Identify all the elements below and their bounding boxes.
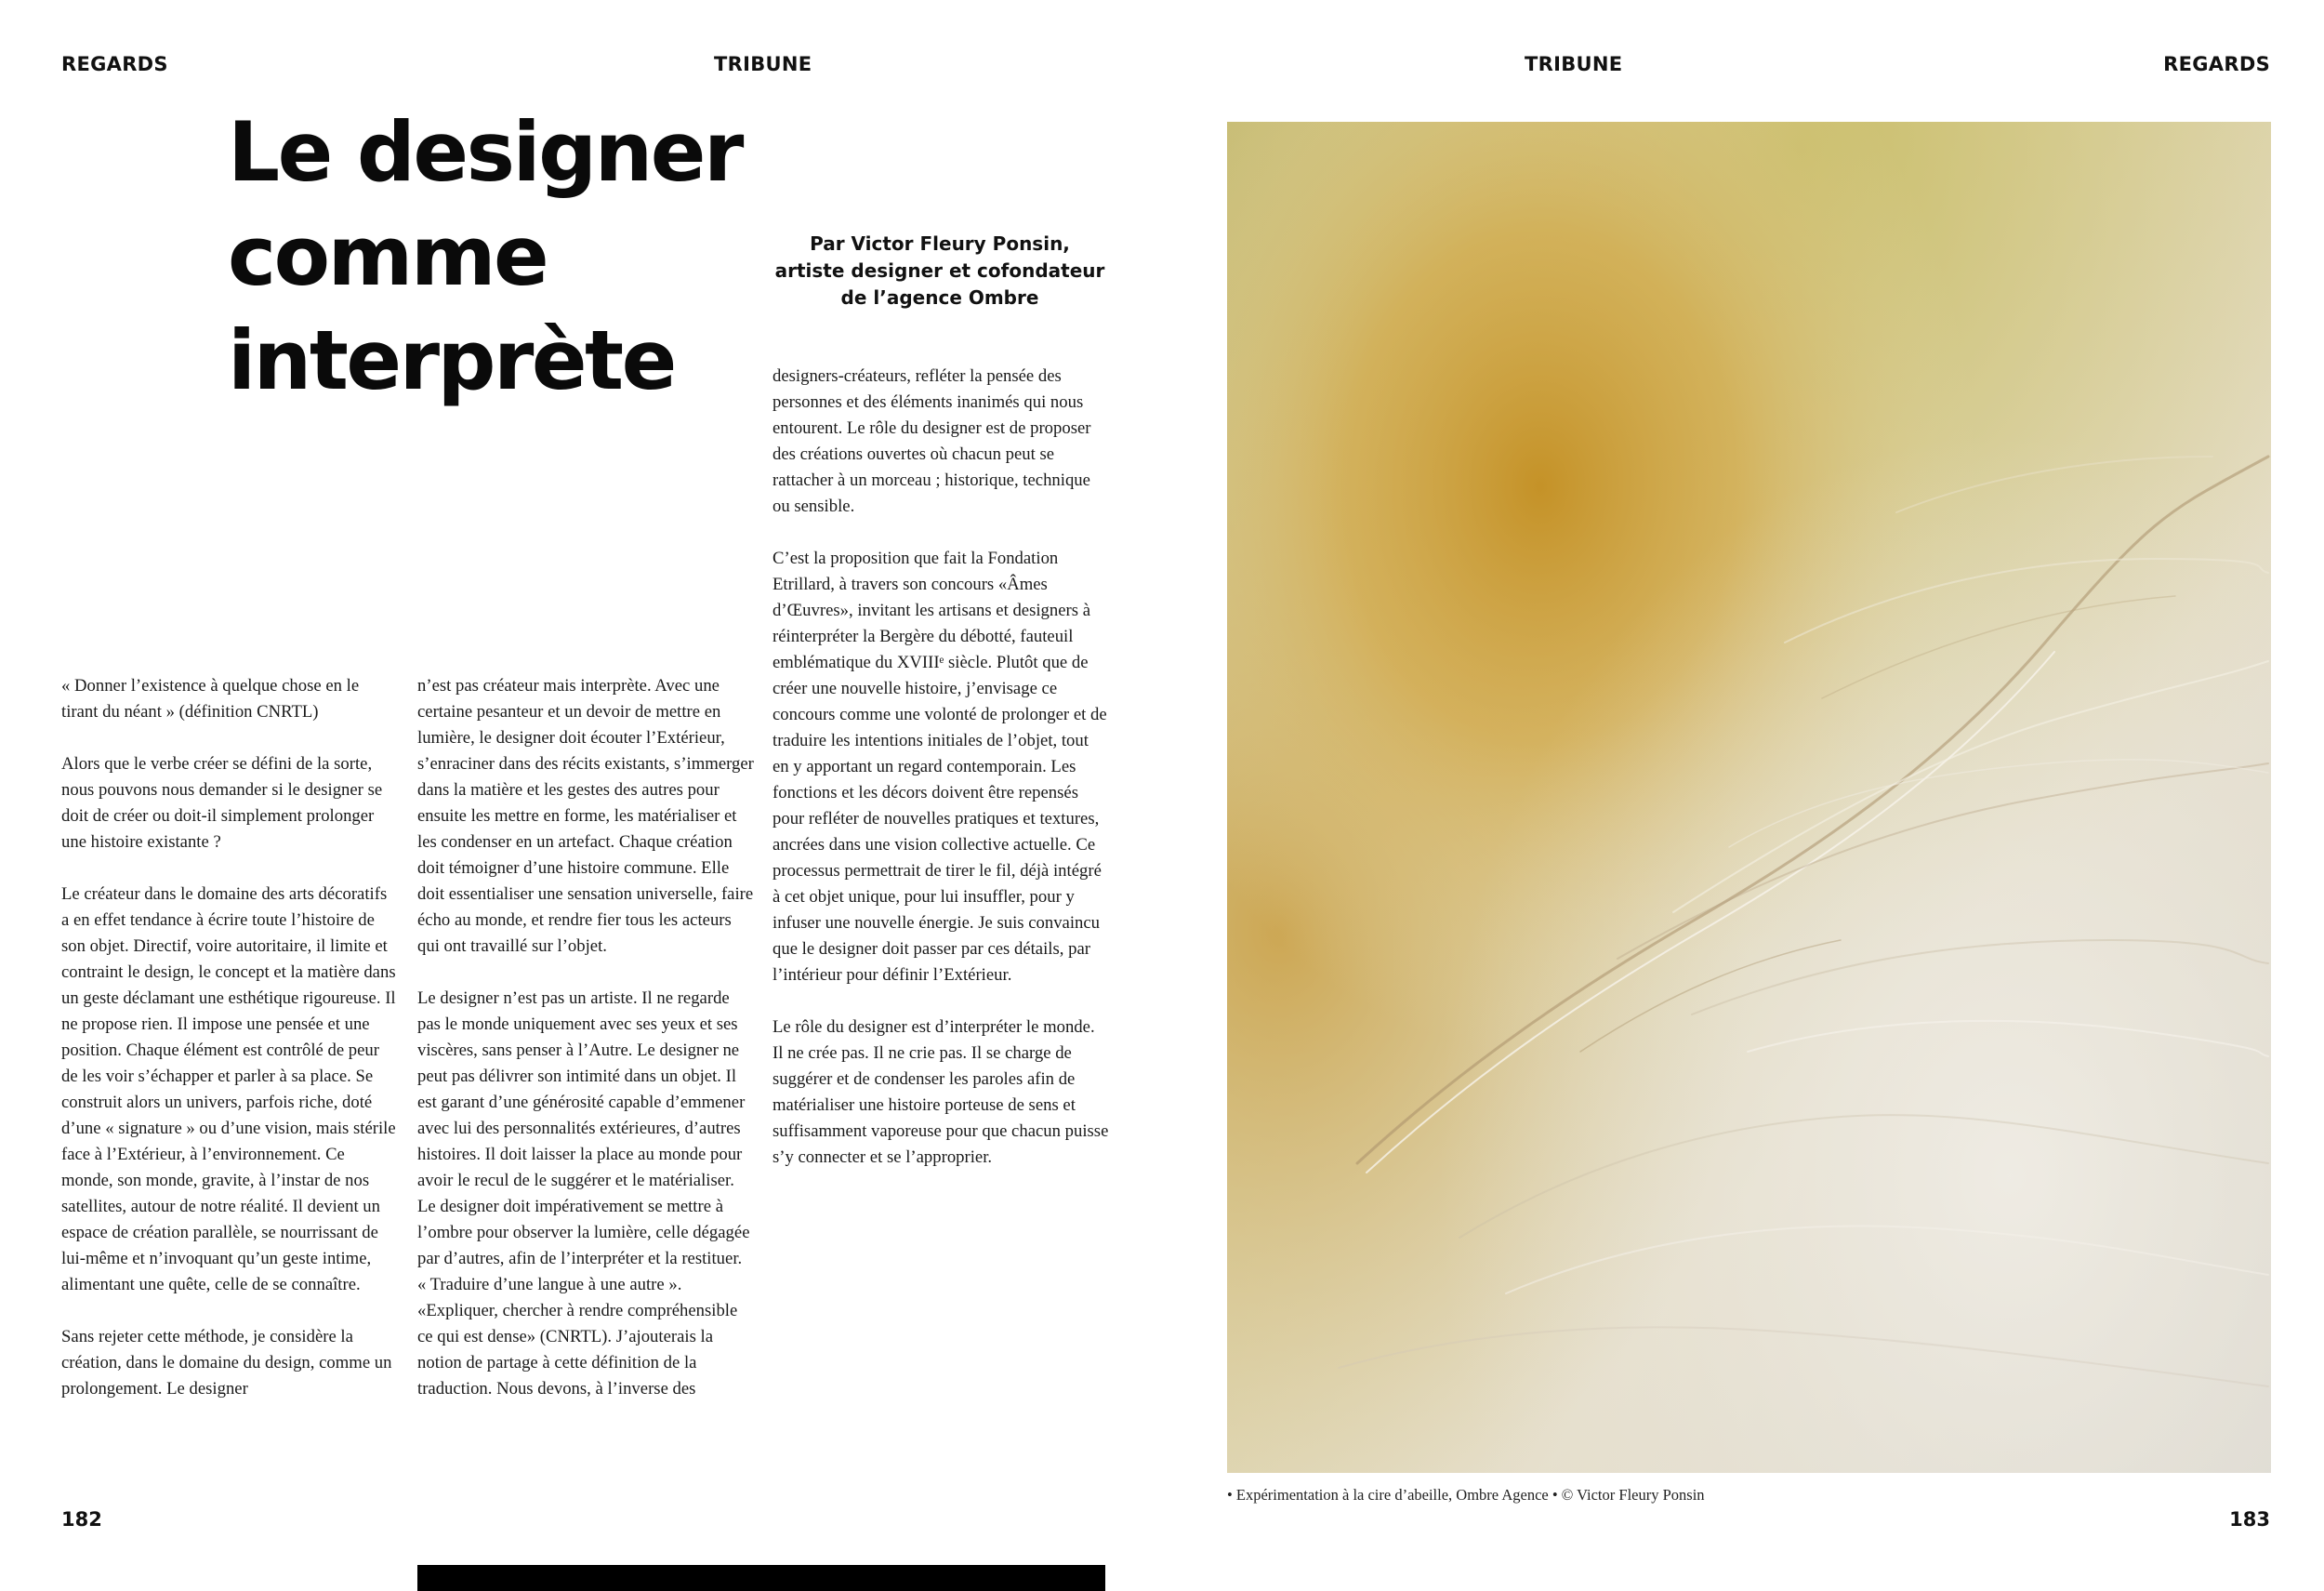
- text-column-1: [61, 673, 398, 1402]
- paragraph: n’est pas créateur mais interprète. Avec une certaine pesanteur et un devoir de mettre en lumière, le designer doit écouter l’Extérieur, s’enraciner dans des récits existants, s’immerger dans la matière et les gestes des autres pour ensuite les mettre en forme, les matérialiser et les condenser en un artefact. Chaque création doit témoigner d’une histoire commune. Elle doit essentialiser une sensation universelle, faire écho au monde, et rendre fier tous les acteurs qui ont travaillé sur l’objet.: [417, 676, 754, 956]
- rubric-header-left: TRIBUNE: [714, 53, 812, 75]
- text-column-2: [417, 673, 754, 1402]
- title-line: comme: [228, 208, 548, 304]
- byline-line: artiste designer et cofondateur: [774, 259, 1105, 282]
- paragraph: Le designer n’est pas un artiste. Il ne regarde pas le monde uniquement avec ses yeux et ses viscères, sans penser à l’Autre. Le designer ne peut pas délivrer son intimité dans un objet. Il est garant d’une générosité capable d’emmener avec lui des personnalités extérieures, d’autres histoires. Il doit laisser la place au monde pour avoir le recul de le suggérer et le matérialiser. Le designer doit impérativement se mettre à l’ombre pour observer la lumière, celle dégagée par d’autres, afin de l’interpréter et la restituer. « Traduire d’une langue à une autre ». «Expliquer, chercher à rendre compréhensible ce qui est dense» (CNRTL). J’ajouterais la notion de partage à cette définition de la traduction. Nous devons, à l’inverse des: [417, 988, 750, 1399]
- byline-line: de l’agence Ombre: [840, 286, 1039, 309]
- byline-line: Par Victor Fleury Ponsin,: [810, 232, 1070, 255]
- article-title: [228, 100, 804, 413]
- page-number-left: 182: [61, 1508, 102, 1531]
- title-line: interprète: [228, 312, 675, 408]
- paragraph: C’est la proposition que fait la Fondation Etrillard, à travers son concours «Âmes d’Œuvres», invitant les artisans et designers à réinterpréter la Bergère du débotté, fauteuil emblématique du XVIIIᵉ siècle. Plutôt que de créer une nouvelle histoire, j’envisage ce concours comme une volonté de prolonger et de traduire les intentions initiales de l’objet, tout en y apportant un regard contemporain. Les fonctions et les décors doivent être repensés pour refléter de nouvelles pratiques et textures, ancrées dans une vision collective actuelle. Ce processus permettrait de tirer le fil, déjà intégré à cet objet unique, pour lui insuffler, pour y infuser une nouvelle énergie. Je suis convaincu que le designer doit passer par ces détails, par l’intérieur pour définir l’Extérieur.: [772, 549, 1107, 985]
- paragraph: « Donner l’existence à quelque chose en le tirant du néant » (définition CNRTL): [61, 676, 360, 722]
- photo-caption: • Expérimentation à la cire d’abeille, Ombre Agence • © Victor Fleury Ponsin: [1227, 1486, 1705, 1504]
- paragraph: Alors que le verbe créer se défini de la sorte, nous pouvons nous demander si le designer se doit de créer ou doit-il simplement prolonger une histoire existante ?: [61, 754, 383, 852]
- section-header-right: REGARDS: [2163, 53, 2270, 75]
- black-bar-decoration: [417, 1565, 1105, 1591]
- page-number-right: 183: [2229, 1508, 2270, 1531]
- text-column-3: [772, 364, 1109, 1171]
- paragraph: Le créateur dans le domaine des arts décoratifs a en effet tendance à écrire toute l’histoire de son objet. Directif, voire autoritaire, il limite et contraint le design, le concept et la matière dans un geste déclamant une esthétique rigoureuse. Il ne propose rien. Il impose une pensée et une position. Chaque élément est contrôlé de peur de les voir s’échapper et parler à sa place. Se construit alors un univers, parfois riche, doté d’une « signature » ou d’une vision, mais stérile face à l’Extérieur, à l’environnement. Ce monde, son monde, gravite, à l’instar de nos satellites, autour de notre réalité. Il devient un espace de création parallèle, se nourrissant de lui-même et n’invoquant qu’un geste intime, alimentant une quête, celle de se connaître.: [61, 884, 396, 1294]
- paragraph: designers-créateurs, refléter la pensée des personnes et des éléments inanimés qui nous entourent. Le rôle du designer est de proposer des créations ouvertes où chacun peut se rattacher à un morceau ; historique, technique ou sensible.: [772, 366, 1091, 516]
- title-line: Le designer: [228, 104, 742, 200]
- beeswax-texture-image: [1227, 122, 2271, 1473]
- paragraph: Sans rejeter cette méthode, je considère la création, dans le domaine du design, comme un prolongement. Le designer: [61, 1327, 392, 1399]
- beeswax-photo: [1227, 122, 2271, 1473]
- author-byline: [770, 231, 1110, 312]
- section-header-left: REGARDS: [61, 53, 168, 75]
- paragraph: Le rôle du designer est d’interpréter le monde. Il ne crée pas. Il ne crie pas. Il se charge de suggérer et de condenser les paroles afin de matérialiser une histoire porteuse de sens et suffisamment vaporeuse pour que chacun puisse s’y connecter et se l’approprier.: [772, 1017, 1109, 1167]
- rubric-header-right: TRIBUNE: [1525, 53, 1623, 75]
